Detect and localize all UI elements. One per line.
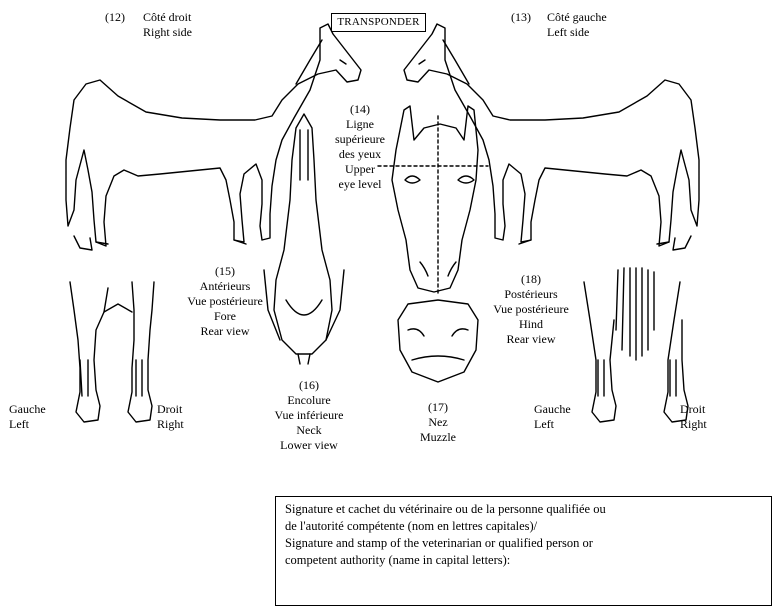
forelegs-right-en: Right [157,417,184,431]
eye-level-line: des yeux [338,147,382,161]
hindlegs-right-en: Right [680,417,707,431]
muzzle-number: (17) [428,400,448,414]
neck-number: (16) [299,378,319,392]
forelegs-left-fr: Gauche [9,402,46,416]
neck-line: Lower view [280,438,338,452]
signature-instruction-line: competent authority (name in capital letters): [285,553,511,567]
forelegs-right-fr: Droit [157,402,183,416]
signature-stamp-box[interactable] [275,496,772,606]
hindlegs-number: (18) [521,272,541,286]
neck-line: Vue inférieure [274,408,344,422]
hindlegs-line: Hind [519,317,543,331]
signature-instruction-line: de l'autorité compétente (nom en lettres capitales)/ [285,519,538,533]
neck-line: Neck [296,423,322,437]
forelegs-label [180,264,270,339]
hindlegs-line: Postérieurs [504,287,558,301]
hindlegs-line: Rear view [506,332,556,346]
right-side-label-fr: Côté droit [143,10,192,24]
eye-level-number: (14) [350,102,370,116]
signature-instruction-line: Signature and stamp of the veterinarian or qualified person or [285,536,593,550]
forelegs-line: Antérieurs [199,279,251,293]
right-side-label-en: Right side [143,25,193,39]
right-side-number: (12) [105,10,125,24]
hindlegs-label [486,272,576,347]
muzzle-line: Muzzle [420,430,456,444]
forelegs-number: (15) [215,264,235,278]
eye-level-label [320,102,400,192]
forelegs-line: Rear view [200,324,250,338]
eye-level-line: Upper [345,162,375,176]
neck-line: Encolure [287,393,331,407]
forelegs-rear-view-diagram [70,282,154,422]
left-side-label-fr: Côté gauche [547,10,607,24]
eye-level-line: supérieure [335,132,385,146]
left-side-number: (13) [511,10,531,24]
eye-level-line: Ligne [346,117,374,131]
transponder-box: TRANSPONDER [331,13,426,32]
left-side-label-en: Left side [547,25,590,39]
muzzle-line: Nez [428,415,448,429]
forelegs-line: Vue postérieure [187,294,263,308]
horse-right-side-diagram [66,24,361,250]
neck-label [268,378,350,453]
muzzle-diagram [398,300,478,382]
hindlegs-left-fr: Gauche [534,402,571,416]
hindlegs-rear-view-diagram [584,268,688,422]
horse-left-side-diagram [404,24,699,250]
hindlegs-left-en: Left [534,417,554,431]
hindlegs-line: Vue postérieure [493,302,569,316]
signature-instruction-line: Signature et cachet du vétérinaire ou de la personne qualifiée ou [285,502,606,516]
forelegs-line: Fore [214,309,236,323]
hindlegs-right-fr: Droit [680,402,706,416]
muzzle-label [408,400,468,445]
forelegs-left-en: Left [9,417,29,431]
eye-level-line: eye level [338,177,382,191]
